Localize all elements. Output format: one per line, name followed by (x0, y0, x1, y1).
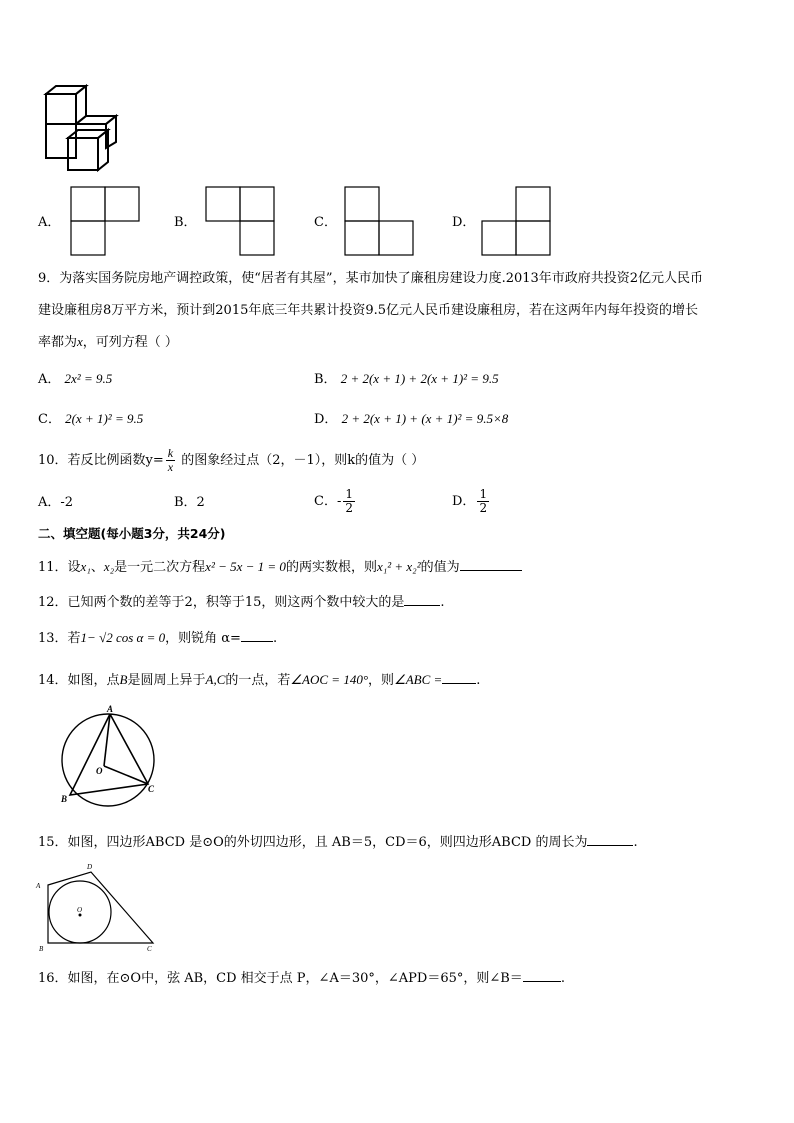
q9-line3-end: ，可列方程（ ） (82, 335, 178, 350)
q14-label-b: B (61, 794, 68, 804)
q14-circle-figure (58, 702, 168, 812)
q9-option-d-expr: 2 + 2(x + 1) + (x + 1)² = 9.5×8 (341, 411, 509, 426)
q10-fraction-numerator: k (167, 446, 174, 460)
q10-option-c (314, 484, 357, 520)
q14-text-mid3: ，则 (368, 673, 395, 688)
q9-option-b (314, 370, 499, 389)
q12-text-body: 12．已知两个数的差等于2，积等于15，则这两个数中较大的是 (38, 595, 405, 610)
q12-period: . (440, 595, 445, 610)
section-heading: 二、填空题(每小题3分，共24分) (38, 526, 226, 541)
q9-variable: x (77, 334, 83, 349)
q10-option-c-fraction (343, 488, 355, 515)
q8-option-a-label: A． (38, 215, 61, 230)
q15-label-b: B (39, 945, 44, 953)
q9-option-d (314, 410, 508, 429)
q14-text-start: 14．如图，点 (38, 673, 120, 688)
q15-period: . (633, 835, 638, 850)
q9-option-b-expr: 2 + 2(x + 1) + 2(x + 1)² = 9.5 (340, 371, 499, 386)
q10-option-c-denominator: 2 (345, 501, 353, 515)
q15-quadrilateral-figure (36, 860, 161, 955)
q11-text-end: 的值为 (420, 560, 460, 575)
q8-option-d-view (481, 186, 551, 256)
q9-line3-start: 率都为 (38, 335, 78, 350)
q10-option-d-denominator: 2 (479, 501, 488, 515)
q11-equation: x² − 5x − 1 = 0 (205, 559, 286, 574)
cube-assembly-figure (40, 82, 130, 172)
q11-text (38, 557, 522, 577)
q10-option-b: B．2 (174, 495, 205, 510)
q10-option-d-label: D． (452, 494, 476, 509)
q14-label-c: C (148, 784, 155, 794)
q9-text-line1: 9．为落实国务院房地产调控政策，使“居者有其屋”，某市加快了廉租房建设力度.2013年市政府共投资2亿元人民币 (38, 271, 704, 286)
q9-option-b-label: B． (314, 372, 337, 387)
q10-text (38, 446, 424, 476)
q9-option-c-label: C． (38, 412, 61, 427)
q9-option-c (38, 410, 143, 429)
q10-option-c-numerator: 1 (345, 487, 353, 501)
q15-label-d: D (87, 863, 93, 871)
q9-text-line2: 建设廉租房8万平方米，预计到2015年底三年共累计投资9.5亿元人民币建设廉租房，若在这两年内每年投资的增长 (38, 303, 699, 318)
q13-text-mid: ，则锐角 α= (165, 631, 241, 646)
q9-option-a-expr: 2x² = 9.5 (64, 371, 113, 386)
q14-points-ac: A,C (205, 672, 226, 687)
q9-option-a-label: A． (38, 372, 61, 387)
q11-expression: x₁² + x₂² (376, 559, 421, 574)
q10-fraction (166, 447, 175, 474)
q16-text (38, 968, 565, 988)
q8-option-b-view (205, 186, 275, 256)
q15-label-a: A (36, 882, 41, 890)
q13-answer-blank[interactable] (241, 628, 273, 642)
q16-text-body: 16．如图，在⊙O中，弦 AB，CD 相交于点 P，∠A＝30°，∠APD＝65°，则∠B＝ (38, 971, 523, 986)
q10-option-a: A．-2 (38, 495, 74, 510)
q9-option-c-expr: 2(x + 1)² = 9.5 (65, 411, 144, 426)
q10-option-d-fraction (477, 488, 489, 515)
q15-answer-blank[interactable] (587, 832, 633, 846)
q8-option-a-view (70, 186, 140, 256)
q11-answer-blank[interactable] (460, 557, 522, 571)
q10-fraction-denominator: x (167, 460, 174, 474)
q11-text-start: 11．设 (38, 560, 81, 575)
q8-option-c-view (344, 186, 414, 256)
q15-quadrilateral (48, 872, 153, 943)
q10-option-d-numerator: 1 (479, 487, 488, 501)
q11-text-mid2: 的两实数根，则 (285, 560, 377, 575)
q14-text (38, 670, 480, 690)
q16-period: . (560, 971, 565, 986)
q14-text-mid1: 是圆周上异于 (127, 673, 206, 688)
q13-text-start: 13．若 (38, 631, 81, 646)
q8-option-b-label: B． (174, 215, 197, 230)
q11-root2: x₂ (103, 559, 115, 574)
q14-text-mid2: 的一点，若 (225, 673, 291, 688)
q11-separator: 、 (90, 560, 104, 575)
q13-text (38, 628, 277, 648)
q14-answer-blank[interactable] (442, 670, 476, 684)
q9-option-d-label: D． (314, 412, 338, 427)
q10-option-c-label: C．- (314, 494, 342, 509)
q15-label-c: C (147, 945, 152, 953)
q11-root1: x₁ (80, 559, 91, 574)
q14-radius-oc (104, 766, 148, 784)
q8-option-d-label: D． (452, 215, 476, 230)
q9-text-line3 (38, 333, 178, 352)
q13-period: . (272, 631, 278, 646)
q14-period: . (476, 673, 481, 688)
q14-angle-aoc: ∠AOC = 140° (290, 672, 369, 687)
q9-option-a (38, 370, 112, 389)
q12-answer-blank[interactable] (404, 592, 440, 606)
q16-answer-blank[interactable] (523, 968, 561, 982)
q14-point-b: B (119, 672, 128, 687)
q14-label-a: A (107, 704, 114, 714)
q12-text (38, 592, 445, 612)
q15-text (38, 832, 638, 852)
q14-angle-abc: ∠ABC = (394, 672, 443, 687)
q14-label-o: O (96, 766, 103, 776)
q15-text-body: 15．如图，四边形ABCD 是⊙O的外切四边形，且 AB＝5，CD＝6，则四边形ABCD 的周长为 (38, 835, 588, 850)
q11-text-mid1: 是一元二次方程 (114, 560, 206, 575)
q10-option-d (452, 484, 491, 520)
q10-text-end: 的图象经过点（2，－1），则k的值为（ ） (177, 453, 425, 468)
q8-option-c-label: C． (314, 215, 337, 230)
q13-expression: 1− √2 cos α = 0 (80, 630, 166, 645)
q15-label-o: O (77, 906, 83, 914)
q10-text-start: 10．若反比例函数y= (38, 453, 164, 468)
